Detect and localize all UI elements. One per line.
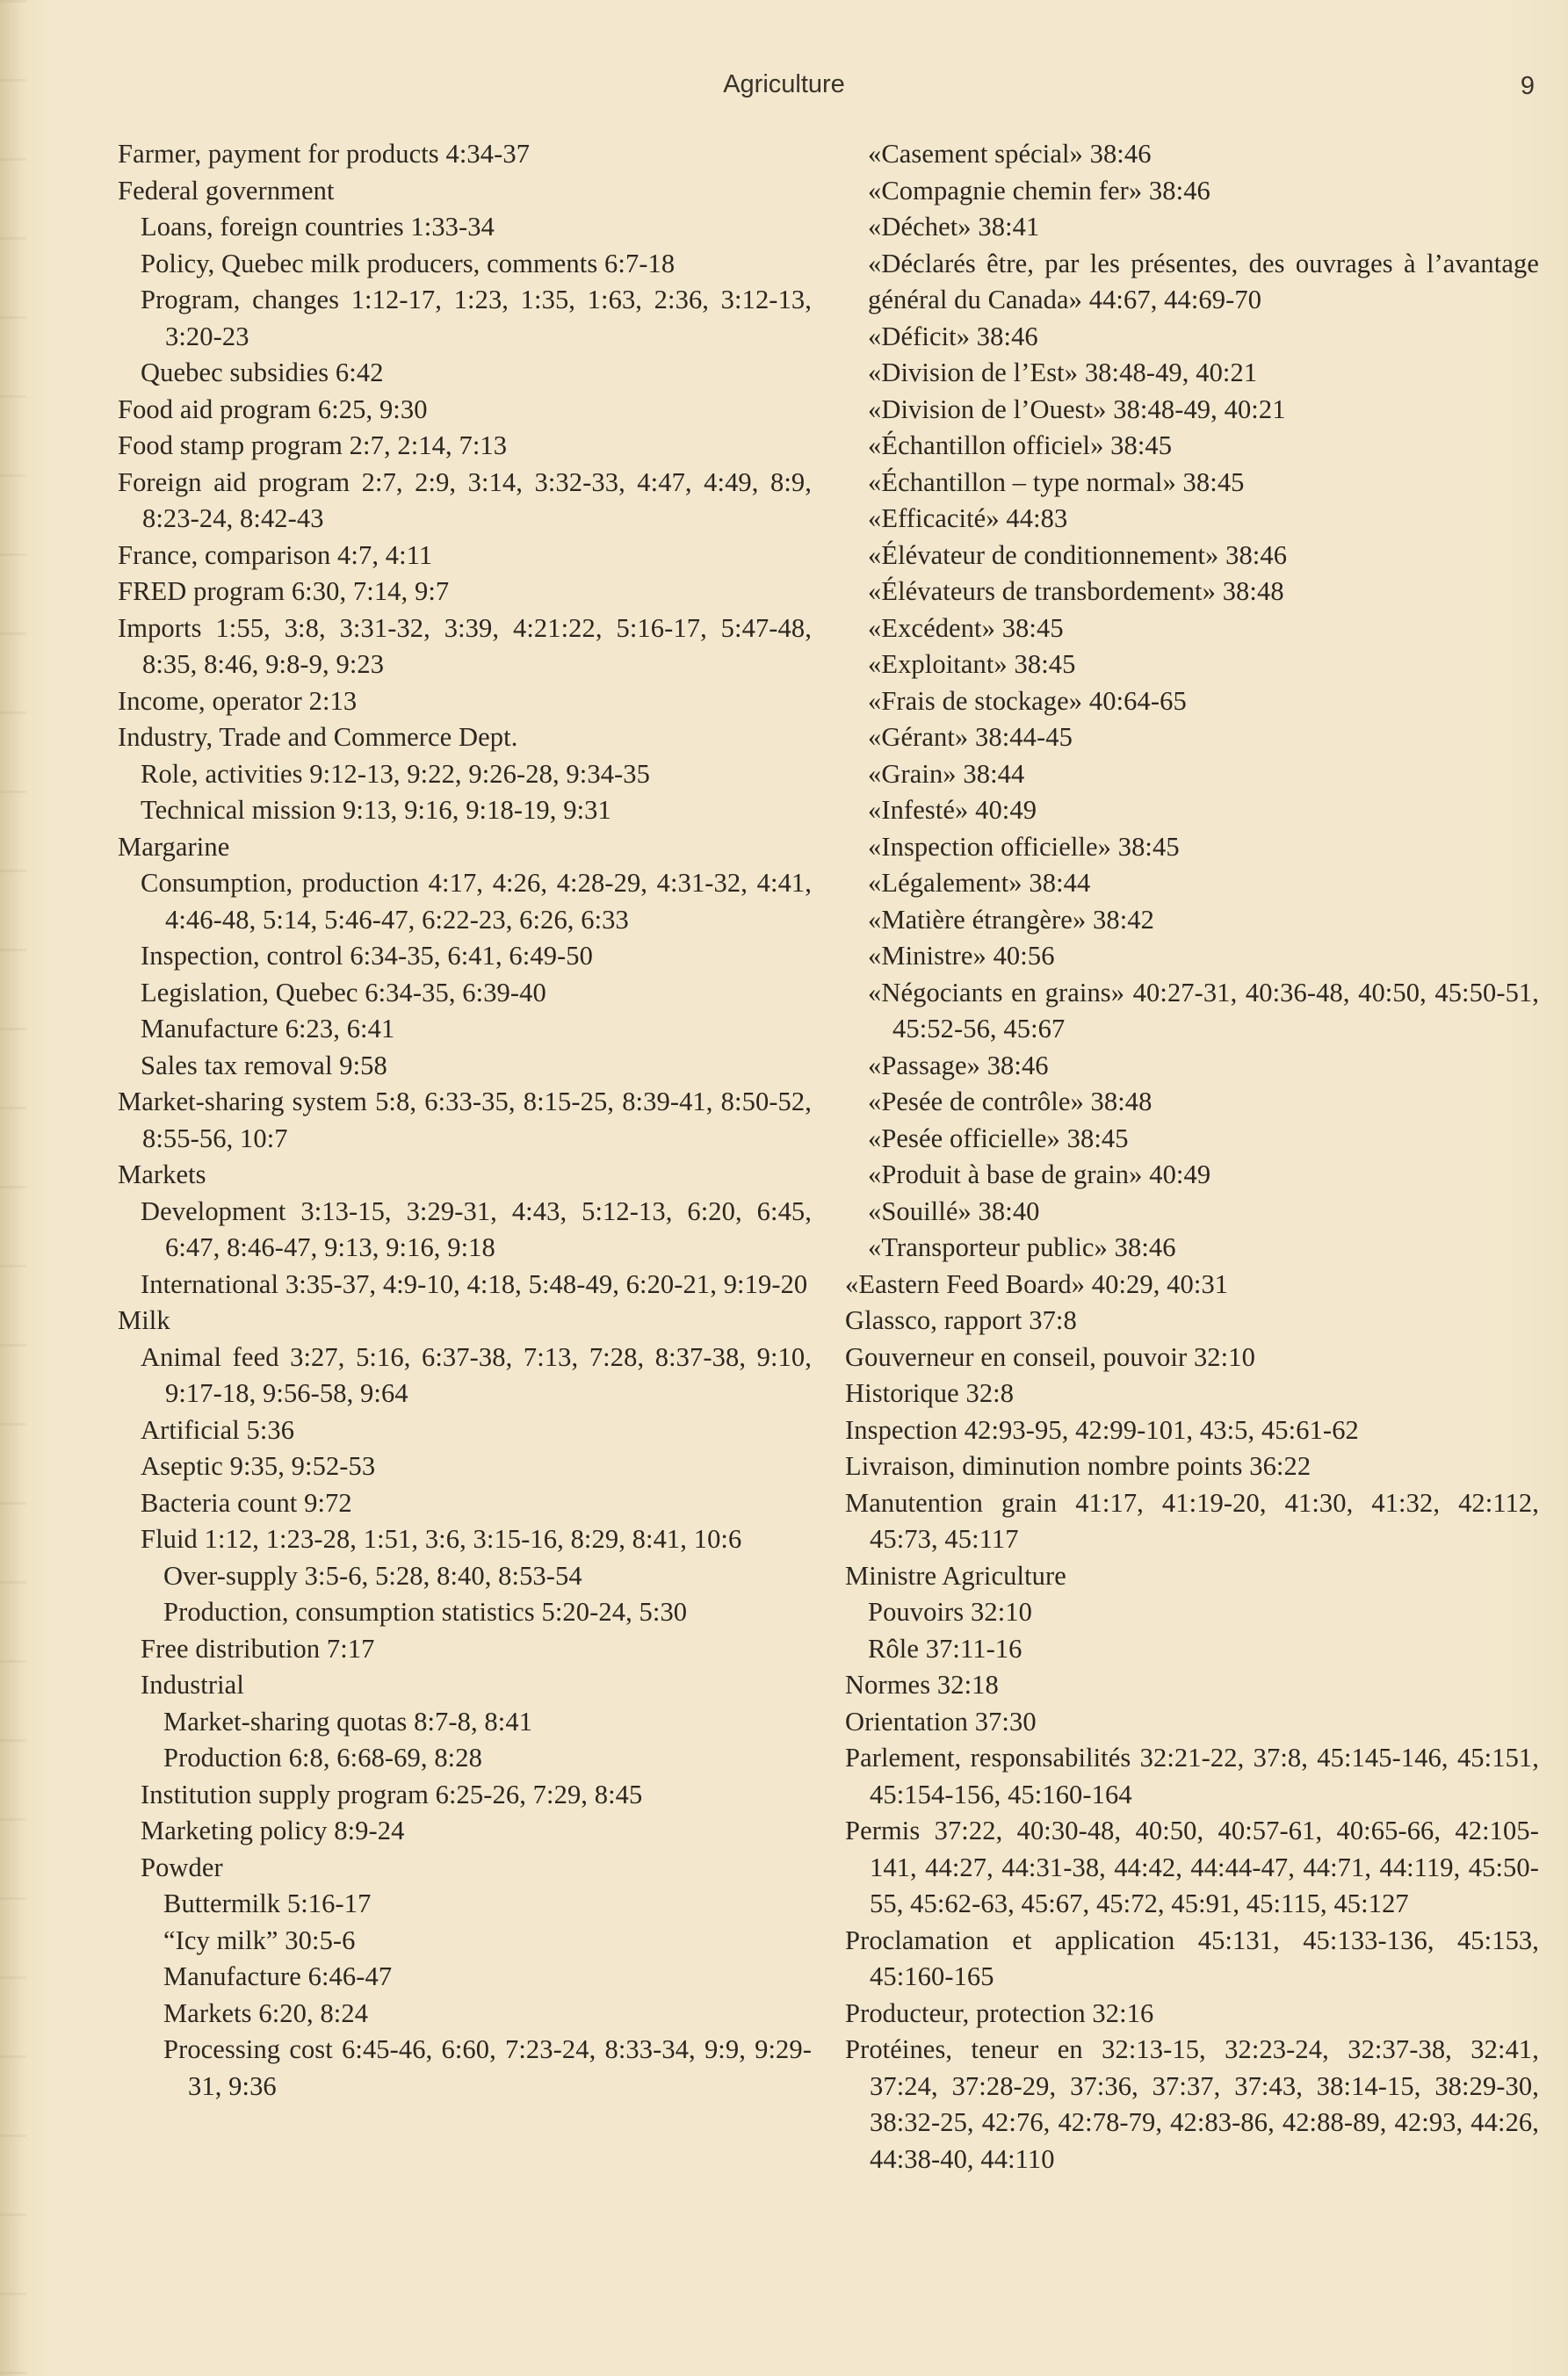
index-entry: Over-supply 3:5-6, 5:28, 8:40, 8:53-54 <box>163 1560 582 1591</box>
index-entry: Powder <box>141 1852 223 1882</box>
index-entry: «Légalement» 38:44 <box>868 868 1091 898</box>
index-entry: Consumption, production 4:17, 4:26, 4:28-29, 4:31-32, 4:41, 4:46-48, 5:14, 5:46-47, 6:22-23, 6:26, 6:33 <box>141 868 812 935</box>
index-entry: Manutention grain 41:17, 41:19-20, 41:30, 41:32, 42:112, 45:73, 45:117 <box>845 1487 1539 1554</box>
index-entry: Foreign aid program 2:7, 2:9, 3:14, 3:32-33, 4:47, 4:49, 8:9, 8:23-24, 8:42-43 <box>118 466 812 533</box>
index-entry: Program, changes 1:12-17, 1:23, 1:35, 1:63, 2:36, 3:12-13, 3:20-23 <box>141 285 812 351</box>
index-entry: Industry, Trade and Commerce Dept. <box>118 722 518 752</box>
page-number: 9 <box>1520 72 1535 100</box>
index-entry: Policy, Quebec milk producers, comments 6:7-18 <box>141 248 676 278</box>
index-entry: Protéines, teneur en 32:13-15, 32:23-24, 32:37-38, 32:41, 37:24, 37:28-29, 37:36, 37:37, 37:43, 38:14-15, 38:29-30, 38:32-25, 42:76, 42:78-79, 42:83-86, 42:88-89, 42:93, 44:26, 44:38-40, 44:110 <box>845 2034 1539 2174</box>
index-entry: Sales tax removal 9:58 <box>141 1050 387 1080</box>
index-entry: Loans, foreign countries 1:33-34 <box>141 212 495 242</box>
index-entry: Manufacture 6:46-47 <box>163 1961 393 1991</box>
index-entry: «Échantillon officiel» 38:45 <box>868 430 1173 460</box>
index-entry: «Inspection officielle» 38:45 <box>868 831 1180 862</box>
index-entry: «Excédent» 38:45 <box>868 612 1064 643</box>
index-entry: Animal feed 3:27, 5:16, 6:37-38, 7:13, 7:28, 8:37-38, 9:10, 9:17-18, 9:56-58, 9:64 <box>141 1341 812 1408</box>
index-entry: Production 6:8, 6:68-69, 8:28 <box>163 1743 482 1773</box>
index-entry: «Pesée officielle» 38:45 <box>868 1123 1129 1153</box>
index-entry: Fluid 1:12, 1:23-28, 1:51, 3:6, 3:15-16, 8:29, 8:41, 10:6 <box>141 1524 742 1554</box>
index-entry: Marketing policy 8:9-24 <box>141 1816 405 1845</box>
index-entry: Milk <box>118 1305 170 1335</box>
index-entry: «Eastern Feed Board» 40:29, 40:31 <box>845 1268 1229 1299</box>
index-entry: «Échantillon – type normal» 38:45 <box>868 466 1245 497</box>
index-entry: Inspection, control 6:34-35, 6:41, 6:49-50 <box>141 941 594 971</box>
index-entry: Pouvoirs 32:10 <box>868 1597 1032 1627</box>
index-entry: Role, activities 9:12-13, 9:22, 9:26-28, 9:34-35 <box>141 758 650 789</box>
index-entry: Gouverneur en conseil, pouvoir 32:10 <box>845 1341 1255 1372</box>
index-entry: Processing cost 6:45-46, 6:60, 7:23-24, 8:33-34, 9:9, 9:29-31, 9:36 <box>163 2034 812 2101</box>
index-entry: Proclamation et application 45:131, 45:133-136, 45:153, 45:160-165 <box>845 1925 1539 1991</box>
index-entry: Historique 32:8 <box>845 1378 1015 1408</box>
index-entry: Buttermilk 5:16-17 <box>163 1889 372 1918</box>
index-entry: «Passage» 38:46 <box>868 1050 1049 1080</box>
index-column-left <box>118 136 812 2105</box>
index-entry: «Transporteur public» 38:46 <box>868 1232 1176 1262</box>
index-entry: «Frais de stockage» 40:64-65 <box>868 685 1187 716</box>
index-entry: «Élévateurs de transbordement» 38:48 <box>868 576 1284 606</box>
index-entry: Aseptic 9:35, 9:52-53 <box>141 1451 376 1481</box>
index-entry: Food aid program 6:25, 9:30 <box>118 394 428 424</box>
index-entry: Farmer, payment for products 4:34-37 <box>118 139 531 169</box>
index-entry: Rôle 37:11-16 <box>868 1633 1022 1664</box>
index-entry: “Icy milk” 30:5-6 <box>163 1925 356 1955</box>
index-entry: «Produit à base de grain» 40:49 <box>868 1159 1211 1189</box>
index-entry: International 3:35-37, 4:9-10, 4:18, 5:48-49, 6:20-21, 9:19-20 <box>141 1268 808 1299</box>
index-entry: Glassco, rapport 37:8 <box>845 1305 1077 1335</box>
index-entry: «Pesée de contrôle» 38:48 <box>868 1087 1153 1116</box>
index-entry: Artificial 5:36 <box>141 1414 295 1445</box>
index-entry: Producteur, protection 32:16 <box>845 1997 1154 2028</box>
index-entry: Normes 32:18 <box>845 1670 999 1700</box>
index-entry: «Casement spécial» 38:46 <box>868 139 1152 169</box>
index-entry: Market-sharing system 5:8, 6:33-35, 8:15-25, 8:39-41, 8:50-52, 8:55-56, 10:7 <box>118 1087 812 1153</box>
index-entry: «Infesté» 40:49 <box>868 795 1037 825</box>
binding-edge <box>0 0 26 2376</box>
index-entry: «Souillé» 38:40 <box>868 1195 1040 1226</box>
index-column-right <box>845 136 1539 2177</box>
index-entry: «Élévateur de conditionnement» 38:46 <box>868 539 1288 570</box>
index-entry: Manufacture 6:23, 6:41 <box>141 1014 395 1044</box>
index-entry: «Déclarés être, par les présentes, des ouvrages à l’avantage général du Canada» 44:67, 44:69-70 <box>868 248 1539 314</box>
index-entry: Income, operator 2:13 <box>118 685 358 716</box>
index-entry: «Division de l’Ouest» 38:48-49, 40:21 <box>868 394 1286 424</box>
index-entry: France, comparison 4:7, 4:11 <box>118 539 433 570</box>
index-entry: Parlement, responsabilités 32:21-22, 37:8, 45:145-146, 45:151, 45:154-156, 45:160-164 <box>845 1743 1539 1809</box>
index-entry: «Compagnie chemin fer» 38:46 <box>868 175 1210 206</box>
index-entry: Development 3:13-15, 3:29-31, 4:43, 5:12-13, 6:20, 6:45, 6:47, 8:46-47, 9:13, 9:16, 9:18 <box>141 1195 812 1262</box>
index-entry: Food stamp program 2:7, 2:14, 7:13 <box>118 430 508 460</box>
index-entry: «Matière étrangère» 38:42 <box>868 904 1154 935</box>
page-header-title: Agriculture <box>723 70 845 98</box>
index-entry: «Division de l’Est» 38:48-49, 40:21 <box>868 357 1258 387</box>
index-entry: «Exploitant» 38:45 <box>868 649 1076 679</box>
index-entry: Markets <box>118 1159 206 1189</box>
index-entry: Ministre Agriculture <box>845 1560 1066 1591</box>
index-entry: «Ministre» 40:56 <box>868 941 1055 971</box>
index-entry: Margarine <box>118 831 230 862</box>
index-entry: Technical mission 9:13, 9:16, 9:18-19, 9:31 <box>141 795 611 825</box>
index-entry: «Efficacité» 44:83 <box>868 503 1068 533</box>
index-entry: FRED program 6:30, 7:14, 9:7 <box>118 576 450 606</box>
index-entry: «Négociants en grains» 40:27-31, 40:36-48, 40:50, 45:50-51, 45:52-56, 45:67 <box>868 977 1539 1044</box>
index-entry: Livraison, diminution nombre points 36:22 <box>845 1451 1311 1481</box>
index-entry: Quebec subsidies 6:42 <box>141 357 384 387</box>
index-entry: Market-sharing quotas 8:7-8, 8:41 <box>163 1706 533 1737</box>
index-entry: «Déchet» 38:41 <box>868 212 1040 242</box>
index-entry: «Déficit» 38:46 <box>868 321 1038 351</box>
index-entry: Production, consumption statistics 5:20-24, 5:30 <box>163 1597 688 1627</box>
index-entry: Markets 6:20, 8:24 <box>163 1997 369 2028</box>
index-entry: Permis 37:22, 40:30-48, 40:50, 40:57-61, 40:65-66, 42:105-141, 44:27, 44:31-38, 44:42, 44:44-47, 44:71, 44:119, 45:50-55, 45:62-63, 45:67, 45:72, 45:91, 45:115, 45:127 <box>845 1816 1539 1918</box>
index-entry: Institution supply program 6:25-26, 7:29, 8:45 <box>141 1779 643 1809</box>
index-entry: Bacteria count 9:72 <box>141 1487 352 1518</box>
index-entry: Imports 1:55, 3:8, 3:31-32, 3:39, 4:21:22, 5:16-17, 5:47-48, 8:35, 8:46, 9:8-9, 9:23 <box>118 612 812 679</box>
index-entry: «Gérant» 38:44-45 <box>868 722 1073 752</box>
index-entry: Orientation 37:30 <box>845 1706 1037 1737</box>
index-entry: Legislation, Quebec 6:34-35, 6:39-40 <box>141 977 546 1007</box>
index-entry: Inspection 42:93-95, 42:99-101, 43:5, 45:61-62 <box>845 1414 1359 1445</box>
index-entry: Federal government <box>118 175 335 206</box>
index-entry: «Grain» 38:44 <box>868 758 1025 789</box>
index-entry: Free distribution 7:17 <box>141 1633 375 1664</box>
index-entry: Industrial <box>141 1670 244 1700</box>
